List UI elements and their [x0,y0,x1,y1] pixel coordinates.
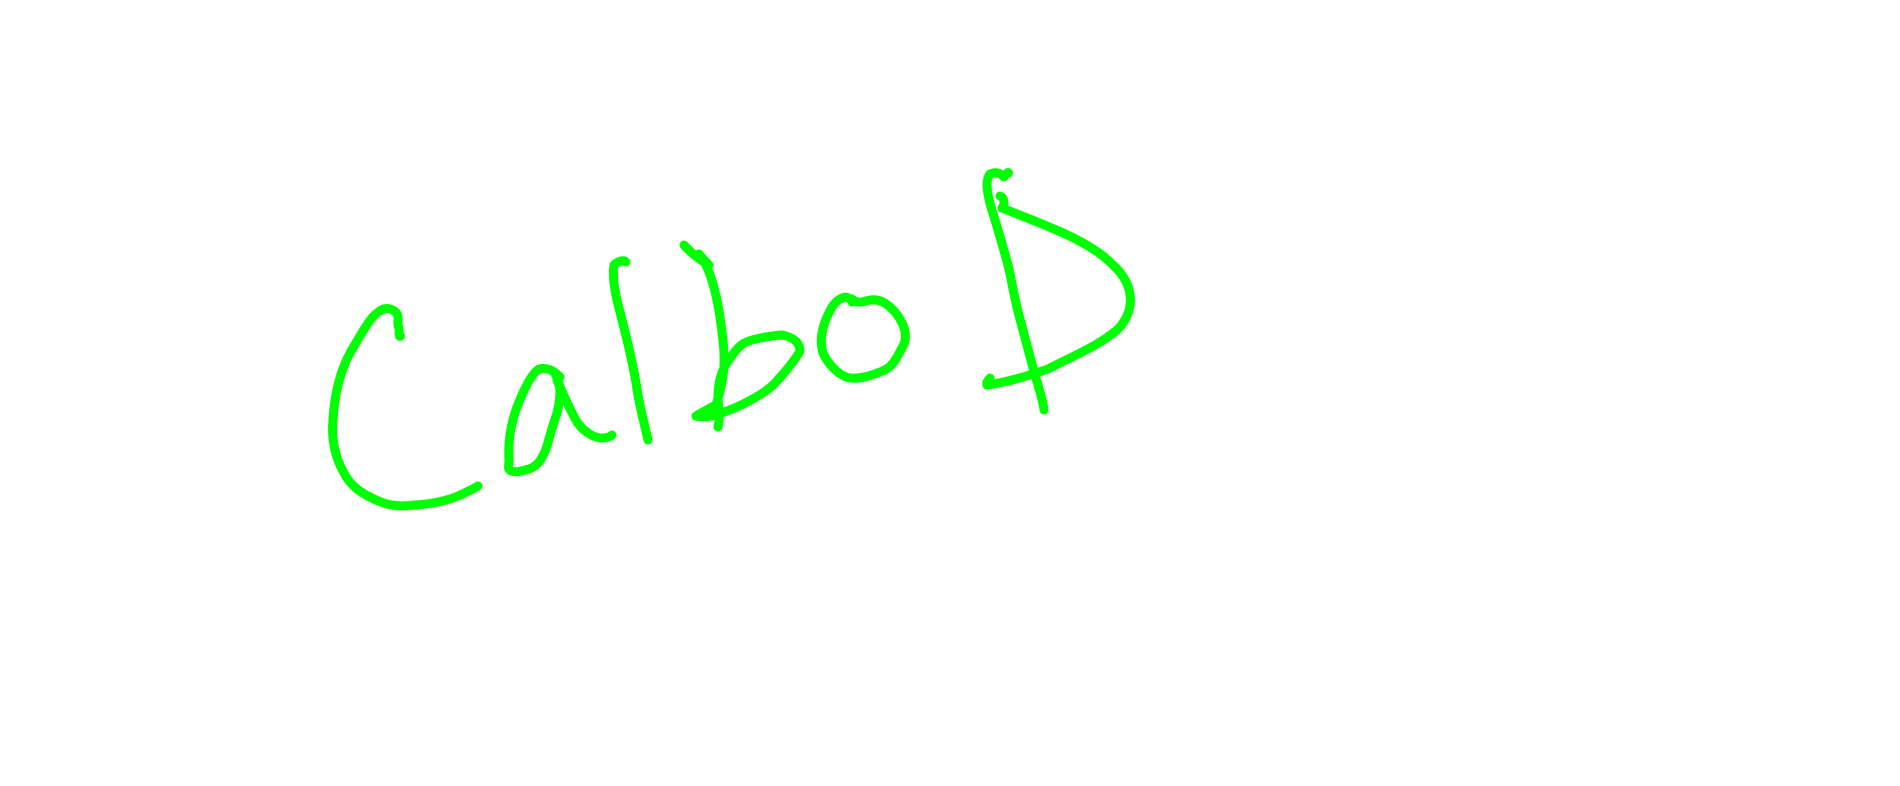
ink-dot [554,372,562,380]
ink-dot [622,258,630,266]
stroke-letter-b [684,245,800,427]
ink-dot [395,331,405,341]
stroke-letter-d-bowl [987,196,1131,385]
handwritten-word-calbo-d [333,168,1131,506]
stroke-letter-o [821,297,905,378]
ink-dot [703,261,713,271]
stroke-letter-l [613,261,648,440]
stroke-letter-a [509,368,560,471]
stroke-letter-c [333,308,478,505]
ink-dot [1003,168,1013,178]
stroke-letter-a-tail [557,380,612,438]
